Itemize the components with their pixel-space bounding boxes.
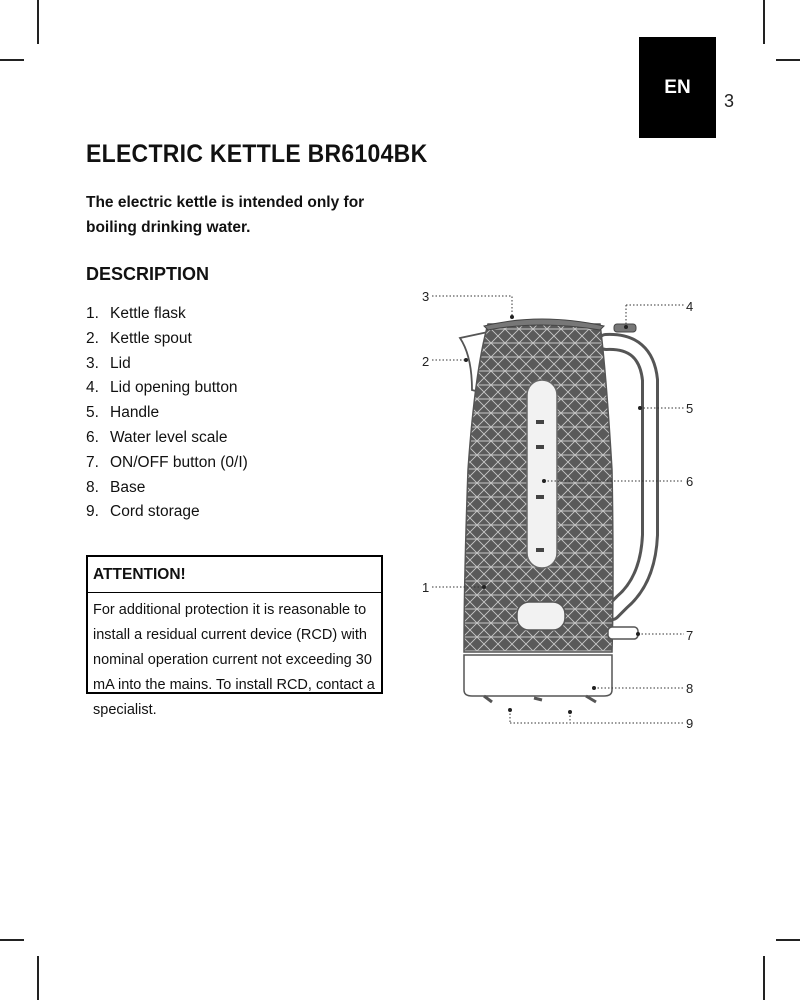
callout-5: 5 bbox=[686, 401, 694, 416]
description-heading: DESCRIPTION bbox=[86, 264, 210, 284]
callout-9: 9 bbox=[686, 716, 694, 731]
attention-title: ATTENTION! bbox=[88, 557, 381, 593]
attention-text: For additional protection it is reasonable to install a residual current device (RCD) with nominal operation current not exceeding 30 mA into the mains. To install RCD, contact a specialist. bbox=[93, 602, 375, 718]
callout-8: 8 bbox=[686, 681, 694, 696]
item-label: Lid opening button bbox=[110, 379, 238, 397]
callout-6: 6 bbox=[686, 474, 694, 489]
water-level-scale bbox=[527, 380, 557, 568]
crop-mark bbox=[776, 939, 800, 941]
item-label: Base bbox=[110, 478, 146, 496]
list-item bbox=[86, 352, 248, 377]
crop-mark bbox=[763, 0, 765, 44]
item-number: 3. bbox=[86, 354, 99, 372]
kettle-diagram bbox=[400, 280, 710, 740]
callout-1: 1 bbox=[422, 580, 430, 595]
parts-list bbox=[86, 302, 248, 525]
crop-mark bbox=[776, 59, 800, 61]
language-tab: EN bbox=[639, 37, 716, 138]
item-label: Kettle spout bbox=[110, 329, 192, 347]
kettle-base bbox=[464, 655, 612, 696]
on-off-switch bbox=[608, 627, 638, 639]
callout-3: 3 bbox=[422, 289, 430, 304]
crop-mark bbox=[0, 59, 24, 61]
item-number: 5. bbox=[86, 404, 99, 422]
item-label: Cord storage bbox=[110, 503, 200, 521]
item-label: ON/OFF button (0/I) bbox=[110, 453, 248, 471]
crop-mark bbox=[0, 939, 24, 941]
crop-mark bbox=[37, 956, 39, 1000]
list-item bbox=[86, 426, 248, 451]
item-number: 9. bbox=[86, 503, 99, 521]
crop-mark bbox=[763, 956, 765, 1000]
page-title: ELECTRIC KETTLE BR6104BK bbox=[86, 140, 428, 168]
list-item bbox=[86, 376, 248, 401]
callout-2: 2 bbox=[422, 354, 430, 369]
page-number: 3 bbox=[724, 91, 735, 111]
intro-text: The electric kettle is intended only for boiling drinking water. bbox=[86, 194, 365, 236]
item-label: Handle bbox=[110, 404, 160, 422]
list-item bbox=[86, 302, 248, 327]
list-item bbox=[86, 476, 248, 501]
item-label: Water level scale bbox=[110, 428, 228, 446]
list-item bbox=[86, 327, 248, 352]
list-item bbox=[86, 500, 248, 525]
item-number: 7. bbox=[86, 453, 99, 471]
item-number: 6. bbox=[86, 428, 99, 446]
callout-7: 7 bbox=[686, 628, 694, 643]
list-item bbox=[86, 451, 248, 476]
item-number: 8. bbox=[86, 478, 99, 496]
attention-box bbox=[86, 555, 383, 718]
item-label: Kettle flask bbox=[110, 305, 186, 322]
item-label: Lid bbox=[110, 354, 131, 372]
item-number: 4. bbox=[86, 379, 99, 397]
item-number: 1. bbox=[86, 305, 99, 322]
list-item bbox=[86, 401, 248, 426]
crop-mark bbox=[37, 0, 39, 44]
kettle-window-lower bbox=[517, 602, 565, 630]
item-number: 2. bbox=[86, 329, 99, 347]
callout-4: 4 bbox=[686, 299, 694, 314]
